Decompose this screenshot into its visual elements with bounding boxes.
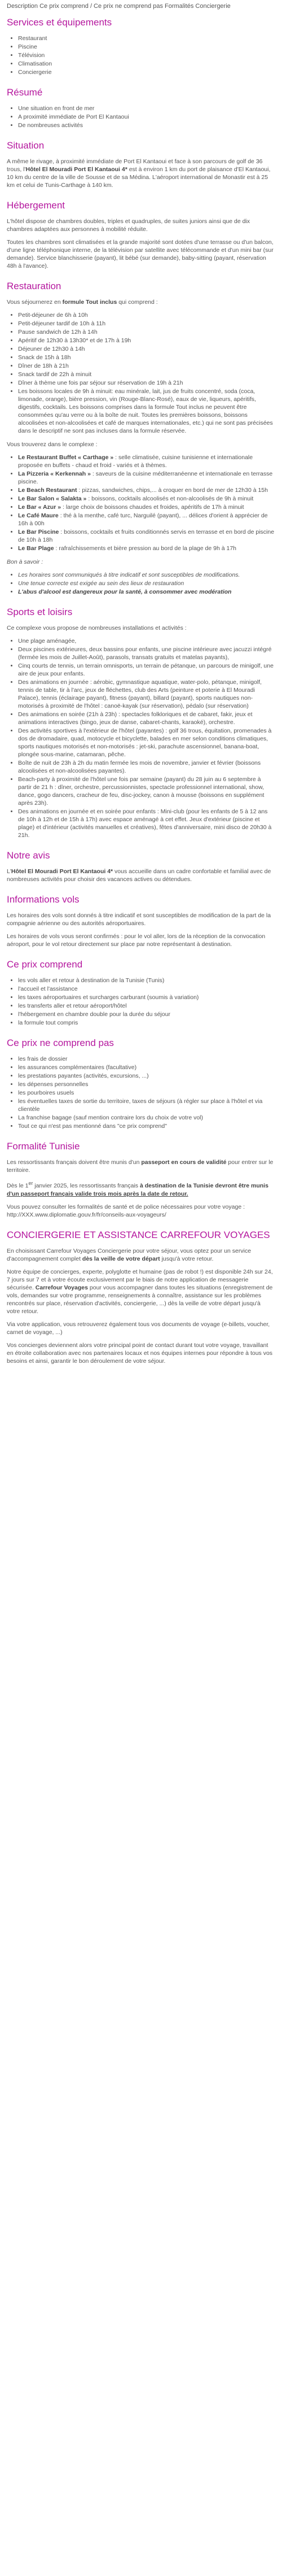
list-item: • les prestations payantes (activités, excursions, ...) — [18, 1072, 275, 1080]
list-item: • Le Beach Restaurant : pizzas, sandwiches, chips,... à croquer en bord de mer de 12h30 à 15h — [18, 486, 275, 494]
list-item: • Dîner à thème une fois par séjour sur réservation de 19h à 21h — [18, 379, 275, 387]
conciergerie-text-4: Vos concierges deviennent alors votre principal point de contact durant tout votre voyage, travaillant en étroite collaboration avec nos partenaires locaux et nos équipes internes pour répondre à tous vos besoins et ainsi, garantir le bon déroulement de votre séjour. — [7, 1341, 273, 1365]
list-item: • la formule tout compris — [18, 1019, 275, 1027]
services-list — [7, 34, 275, 76]
list-item: • Des activités sportives à l'extérieur de l'hôtel (payantes) : golf 36 trous, équitation, promenades à dos de dromadaire, quad, motocycle et bicyclette, balades en mer selon conditions climatiques, sports nautiques motorisés et non-motorisés : jet-ski, parachute ascensionnel, banana-boat, plongée sous-marine, catamaran, pêche. — [18, 727, 275, 759]
prix-ne-comprend-list — [7, 1055, 275, 1130]
resume-title: Résumé — [7, 87, 43, 98]
list-item: • Apéritif de 12h30 à 13h30* et de 17h à 19h — [18, 337, 275, 345]
list-item: • l'hébergement en chambre double pour la durée du séjour — [18, 1010, 275, 1018]
list-item: • La franchise bagage (sauf mention contraire lors du choix de votre vol) — [18, 1114, 275, 1122]
sports-section — [7, 606, 275, 839]
list-item: • Beach-party à proximité de l'hôtel une fois par semaine (payant) du 28 juin au 6 septembre à partir de 21 h : dîner, orchestre, percussionnistes, spectacle professionnel international, show, dance, gogo dancers, cracheur de feu, disc-jockey, canon à mousse (boissons en supplément après 23h). — [18, 775, 275, 807]
list-item: • Petit-déjeuner tardif de 10h à 11h — [18, 320, 275, 328]
conciergerie-title: CONCIERGERIE ET ASSISTANCE CARREFOUR VOYAGES — [7, 1229, 270, 1240]
list-item: • les pourboires usuels — [18, 1089, 275, 1097]
services-title: Services et équipements — [7, 17, 112, 28]
list-item: • La Pizzeria « Kerkennah » : saveurs de la cuisine méditerranéenne et internationale en terrasse piscine. — [18, 470, 275, 486]
sports-intro: Ce complexe vous propose de nombreuses installations et activités : — [7, 625, 187, 631]
formalite-section — [7, 1140, 275, 1219]
list-item: • Des animations en journée et en soirée pour enfants : Mini-club (pour les enfants de 5 à 12 ans de 10h à 12h et de 15h à 17h) avec espace aménagé à cet effet. Jeux d'extérieur (piscine et plage) et d'intérieur (activités manuelles et créatives), fêtes d'anniversaire, mini disco de 20h30 à 21h. — [18, 808, 275, 839]
list-item: • les assurances complémentaires (facultative) — [18, 1063, 275, 1071]
prix-ne-comprend-title: Ce prix ne comprend pas — [7, 1038, 114, 1048]
list-item: • les éventuelles taxes de sortie du territoire, taxes de séjours (à régler sur place à l'hôtel et via clientèle — [18, 1097, 275, 1113]
list-item: • Des animations en soirée (21h à 23h) : spectacles folkloriques et de cabaret, fakir, jeux et animations interactives (bingo, jeux de danse, cabaret-chants, karaoké), orchestre. — [18, 711, 275, 726]
restauration-formule-list — [7, 311, 275, 435]
restauration-notes-list — [7, 571, 275, 596]
list-item: • Climatisation — [18, 60, 275, 68]
list-item: • Le Bar « Azur » : large choix de boissons chaudes et froides, apéritifs de 17h à minuit — [18, 503, 275, 511]
infos-vols-section — [7, 893, 275, 948]
formalite-text-2: Dès le 1er janvier 2025, les ressortissants français à destination de la Tunisie devront être munis d'un passeport français valide trois mois après la date de retour. — [7, 1180, 268, 1197]
sports-list — [7, 637, 275, 839]
conciergerie-text-1: En choisissant Carrefour Voyages Conciergerie pour votre séjour, vous optez pour un service d'accompagnement complet dès la veille de votre départ jusqu'à votre retour. — [7, 1247, 252, 1262]
list-item: • A proximité immédiate de Port El Kantaoui — [18, 113, 275, 121]
list-item: • Les boissons locales de 9h à minuit: eau minérale, lait, jus de fruits concentré, soda (coca, limonade, orange), bière pression, vin (Rouge-Blanc-Rosé), eaux de vie, liqueurs, apéritifs, digestifs, cocktails. Les boissons comprises dans la formule Tout inclus ne peuvent être consommées qu'au verre ou à la boîte de nuit. Toutes les premières boissons, boissons alcoolisées et non-alcoolisées et café de marques internationales, etc.) qui ne sont pas précisées dans le descriptif ne sont pas incluses dans la formule réservée. — [18, 387, 275, 435]
list-item: • De nombreuses activités — [18, 121, 275, 129]
resume-list — [7, 104, 275, 129]
list-item: • Déjeuner de 12h30 à 14h — [18, 345, 275, 353]
restauration-title: Restauration — [7, 281, 61, 291]
prix-comprend-list — [7, 977, 275, 1027]
infos-vols-title: Informations vols — [7, 894, 80, 905]
restauration-intro: Vous séjournerez en formule Tout inclus qui comprend : — [7, 299, 158, 306]
hebergement-section — [7, 199, 275, 270]
situation-section — [7, 140, 275, 189]
avis-title: Notre avis — [7, 850, 50, 861]
restauration-complexe-intro: Vous trouverez dans le complexe : — [7, 441, 98, 448]
list-item: • Deux piscines extérieures, deux bassins pour enfants, une piscine intérieure avec jacuzzi intégré (fermée les mois de Juillet-Août), parasols, transats gratuits et matelas payants), — [18, 646, 275, 661]
list-item: • L'abus d'alcool est dangereux pour la santé, à consommer avec modération — [18, 588, 275, 596]
formalite-title: Formalité Tunisie — [7, 1141, 80, 1152]
list-item: • Une plage aménagée, — [18, 637, 275, 645]
hebergement-text-1: L'hôtel dispose de chambres doubles, triples et quadruples, de suites juniors ainsi que de dix chambres adaptées aux personnes à mobilité réduite. — [7, 218, 250, 233]
sports-title: Sports et loisirs — [7, 607, 73, 617]
prix-comprend-section — [7, 958, 275, 1027]
conciergerie-text-2: Notre équipe de concierges, experte, polyglotte et humaine (pas de robot !) est disponible 24h sur 24, 7 jours sur 7 et à votre écoute exclusivement par le biais de notre application de messagerie sécurisée. Carrefour Voyages pour vous accompagner dans toutes les situations (enregistrement de vols, demandes sur votre programme, renseignements à connaître, assistance sur les problèmes rencontrés sur place, réservation d'activités, conciergerie, ...) dès la veille de votre départ jusqu'à votre retour. — [7, 1268, 273, 1315]
prix-comprend-title: Ce prix comprend — [7, 959, 83, 970]
situation-title: Situation — [7, 140, 45, 151]
list-item: • Tout ce qui n'est pas mentionné dans "ce prix comprend" — [18, 1122, 275, 1130]
list-item: • Boîte de nuit de 23h à 2h du matin fermée les mois de novembre, janvier et février (boissons alcoolisées et non-alcoolisées payantes). — [18, 759, 275, 775]
resume-section — [7, 86, 275, 129]
list-item: • Les horaires sont communiqués à titre indicatif et sont susceptibles de modifications. — [18, 571, 275, 579]
list-item: • Restaurant — [18, 34, 275, 42]
infos-vols-text-2: Les horaires de vols vous seront confirmés : pour le vol aller, lors de la réception de la convocation aéroport, pour le vol retour directement sur place par notre représentant à destination. — [7, 933, 266, 948]
list-item: • Des animations en journée : aérobic, gymnastique aquatique, water-polo, pétanque, minigolf, tennis de table, tir à l'arc, jeux de fléchettes, club des Arts (peinture et poterie à El Mouradi Palace), tennis (éclairage payant), fitness (payant), billard (payant), sports nautiques non-motorisés à proximité de l'hôtel : canoë-kayak (sur réservation), pédalo (sur réservation) — [18, 678, 275, 710]
list-item: • Le Bar Piscine : boissons, cocktails et fruits conditionnés servis en terrasse et en bord de piscine de 10h à 18h — [18, 528, 275, 544]
restauration-bon-a-savoir: Bon à savoir : — [7, 559, 43, 565]
list-item: • Snack tardif de 22h à minuit — [18, 371, 275, 378]
list-item: • Conciergerie — [18, 68, 275, 76]
list-item: • Le Café Maure : thé à la menthe, café turc, Narguilé (payant), ... délices d'orient à apprécier de 16h à 00h — [18, 512, 275, 528]
avis-section — [7, 849, 275, 883]
list-item: • Une tenue correcte est exigée au sein des lieux de restauration — [18, 579, 275, 587]
infos-vols-text-1: Les horaires des vols sont donnés à titre indicatif et sont susceptibles de modification de la part de la compagnie aérienne ou des autorités aéroportuaires. — [7, 912, 271, 927]
tab-links[interactable]: Description Ce prix comprend / Ce prix ne comprend pas Formalités Conciergerie — [7, 3, 231, 10]
situation-text: A même le rivage, à proximité immédiate de Port El Kantaoui et face à son parcours de golf de 36 trous, l'Hôtel El Mouradi Port El Kantaoui 4* est à environ 1 km du port de plaisance d'El Kantaoui, 10 km du centre de la ville de Sousse et de sa Médina. L'aéroport international de Monastir est à 25 km et celui de Tunis-Carthage à 140 km. — [7, 158, 271, 189]
list-item: • Pause sandwich de 12h à 14h — [18, 328, 275, 336]
list-item: • Télévision — [18, 51, 275, 59]
list-item: • les vols aller et retour à destination de la Tunisie (Tunis) — [18, 977, 275, 984]
list-item: • les frais de dossier — [18, 1055, 275, 1063]
list-item: • l'accueil et l'assistance — [18, 985, 275, 993]
restauration-section — [7, 280, 275, 596]
formalite-text-3: Vous pouvez consulter les formalités de santé et de police nécessaires pour votre voyage : http://XXX.www.diplomatie.gouv.fr/fr/conseils-aux-voyageurs/ — [7, 1203, 245, 1218]
avis-text: L'Hôtel El Mouradi Port El Kantaoui 4* vous accueille dans un cadre confortable et familial avec de nombreuses activités pour choisir des vacances actives ou détendues. — [7, 868, 271, 883]
list-item: • Le Bar Salon « Salakta » : boissons, cocktails alcoolisés et non-alcoolisés de 9h à minuit — [18, 495, 275, 503]
list-item: • Petit-déjeuner de 6h à 10h — [18, 311, 275, 319]
list-item: • Une situation en front de mer — [18, 104, 275, 112]
services-section — [7, 16, 275, 76]
list-item: • les dépenses personnelles — [18, 1080, 275, 1088]
prix-ne-comprend-section — [7, 1037, 275, 1130]
list-item: • Le Restaurant Buffet « Carthage » : selle climatisée, cuisine tunisienne et internationale proposée en buffets - chaud et froid - variés et à thèmes. — [18, 454, 275, 469]
hebergement-text-2: Toutes les chambres sont climatisées et la grande majorité sont dotées d'une terrasse ou d'un balcon, d'une ligne téléphonique interne, de la télévision par satellite avec télécommande et d'un mini bar (sur demande). Service blanchisserie (payant), lit bébé (sur demande), baby-sitting (payant, réservation 48h à l'avance). — [7, 239, 274, 269]
conciergerie-text-3: Via votre application, vous retrouverez également tous vos documents de voyage (e-billets, voucher, carnet de voyage, ...) — [7, 1320, 270, 1336]
list-item: • Cinq courts de tennis, un terrain omnisports, un terrain de pétanque, un parcours de minigolf, une aire de jeux pour enfants. — [18, 662, 275, 678]
list-item: • les taxes aéroportuaires et surcharges carburant (soumis à variation) — [18, 993, 275, 1001]
list-item: • les transferts aller et retour aéroport/hôtel — [18, 1002, 275, 1010]
list-item: • Snack de 15h à 18h — [18, 354, 275, 361]
list-item: • Piscine — [18, 43, 275, 51]
list-item: • Le Bar Plage : rafraîchissements et bière pression au bord de la plage de 9h à 17h — [18, 544, 275, 552]
list-item: • Dîner de 18h à 21h — [18, 362, 275, 370]
hebergement-title: Hébergement — [7, 200, 65, 211]
restauration-venues-list — [7, 454, 275, 552]
formalite-text-1: Les ressortissants français doivent être munis d'un passeport en cours de validité pour entrer sur le territoire. — [7, 1159, 274, 1174]
conciergerie-section — [7, 1229, 275, 1365]
